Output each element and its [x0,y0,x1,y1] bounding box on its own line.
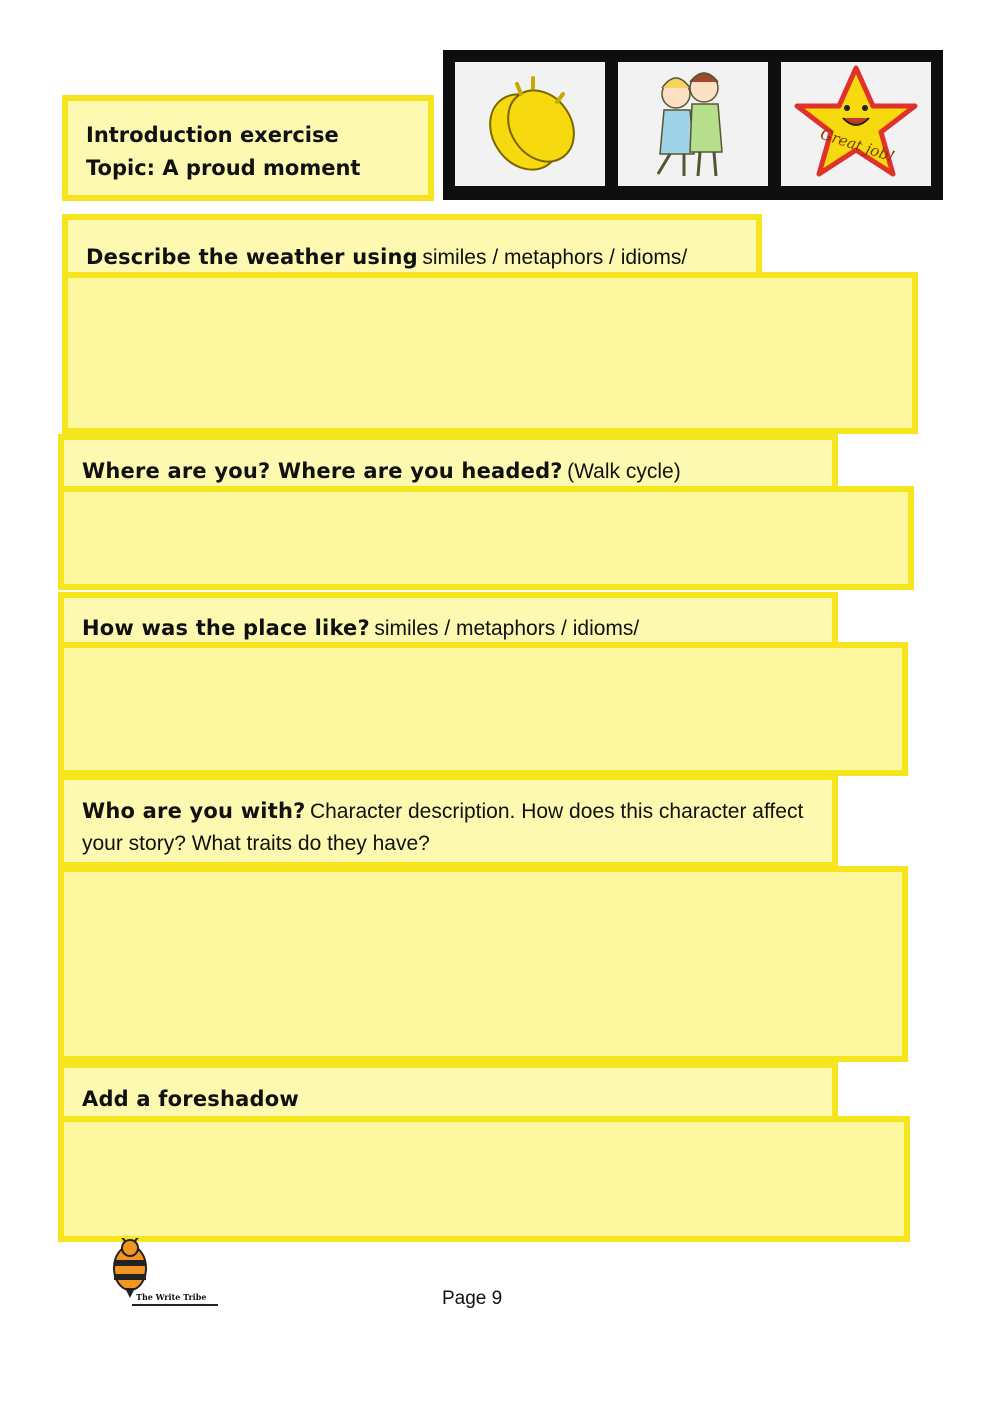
section-1-hint: similes / metaphors / idioms/ [422,246,688,269]
write-tribe-logo-text: The Write Tribe [136,1292,207,1302]
intro-title: Introduction exercise [86,123,339,147]
section-4-title: Who are you with? [82,799,306,823]
section-4-header [58,774,838,868]
great-job-star-icon [781,62,931,186]
section-5-header [58,1062,838,1122]
section-3-hint: similes / metaphors / idioms/ [374,617,640,640]
section-4-hint: Character description. How does this character affect your story? What traits do they have? [82,800,804,855]
section-1-answer-box[interactable] [62,272,918,434]
great-job-text: Great job! [818,124,897,166]
clapping-hands-icon [455,62,605,186]
image-cell-3 [781,62,931,186]
hugging-girls-icon [618,62,768,186]
section-2-hint: (Walk cycle) [567,460,681,483]
page-number: Page 9 [442,1288,503,1309]
section-1-title: Describe the weather using [86,245,418,269]
section-3-title: How was the place like? [82,616,370,640]
section-2-title: Where are you? Where are you headed? [82,459,563,483]
image-strip [443,50,943,200]
intro-header-text [86,119,360,185]
section-2-answer-box[interactable] [58,486,914,590]
section-3-answer-box[interactable] [58,642,908,776]
section-5-title: Add a foreshadow [82,1087,299,1111]
image-cell-2 [618,62,768,186]
intro-header-box [62,95,434,201]
section-5-answer-box[interactable] [58,1116,910,1242]
section-1-header [62,214,762,280]
image-cell-1 [455,62,605,186]
section-4-answer-box[interactable] [58,866,908,1062]
logo-underline [132,1304,218,1308]
intro-topic: Topic: A proud moment [86,156,361,180]
